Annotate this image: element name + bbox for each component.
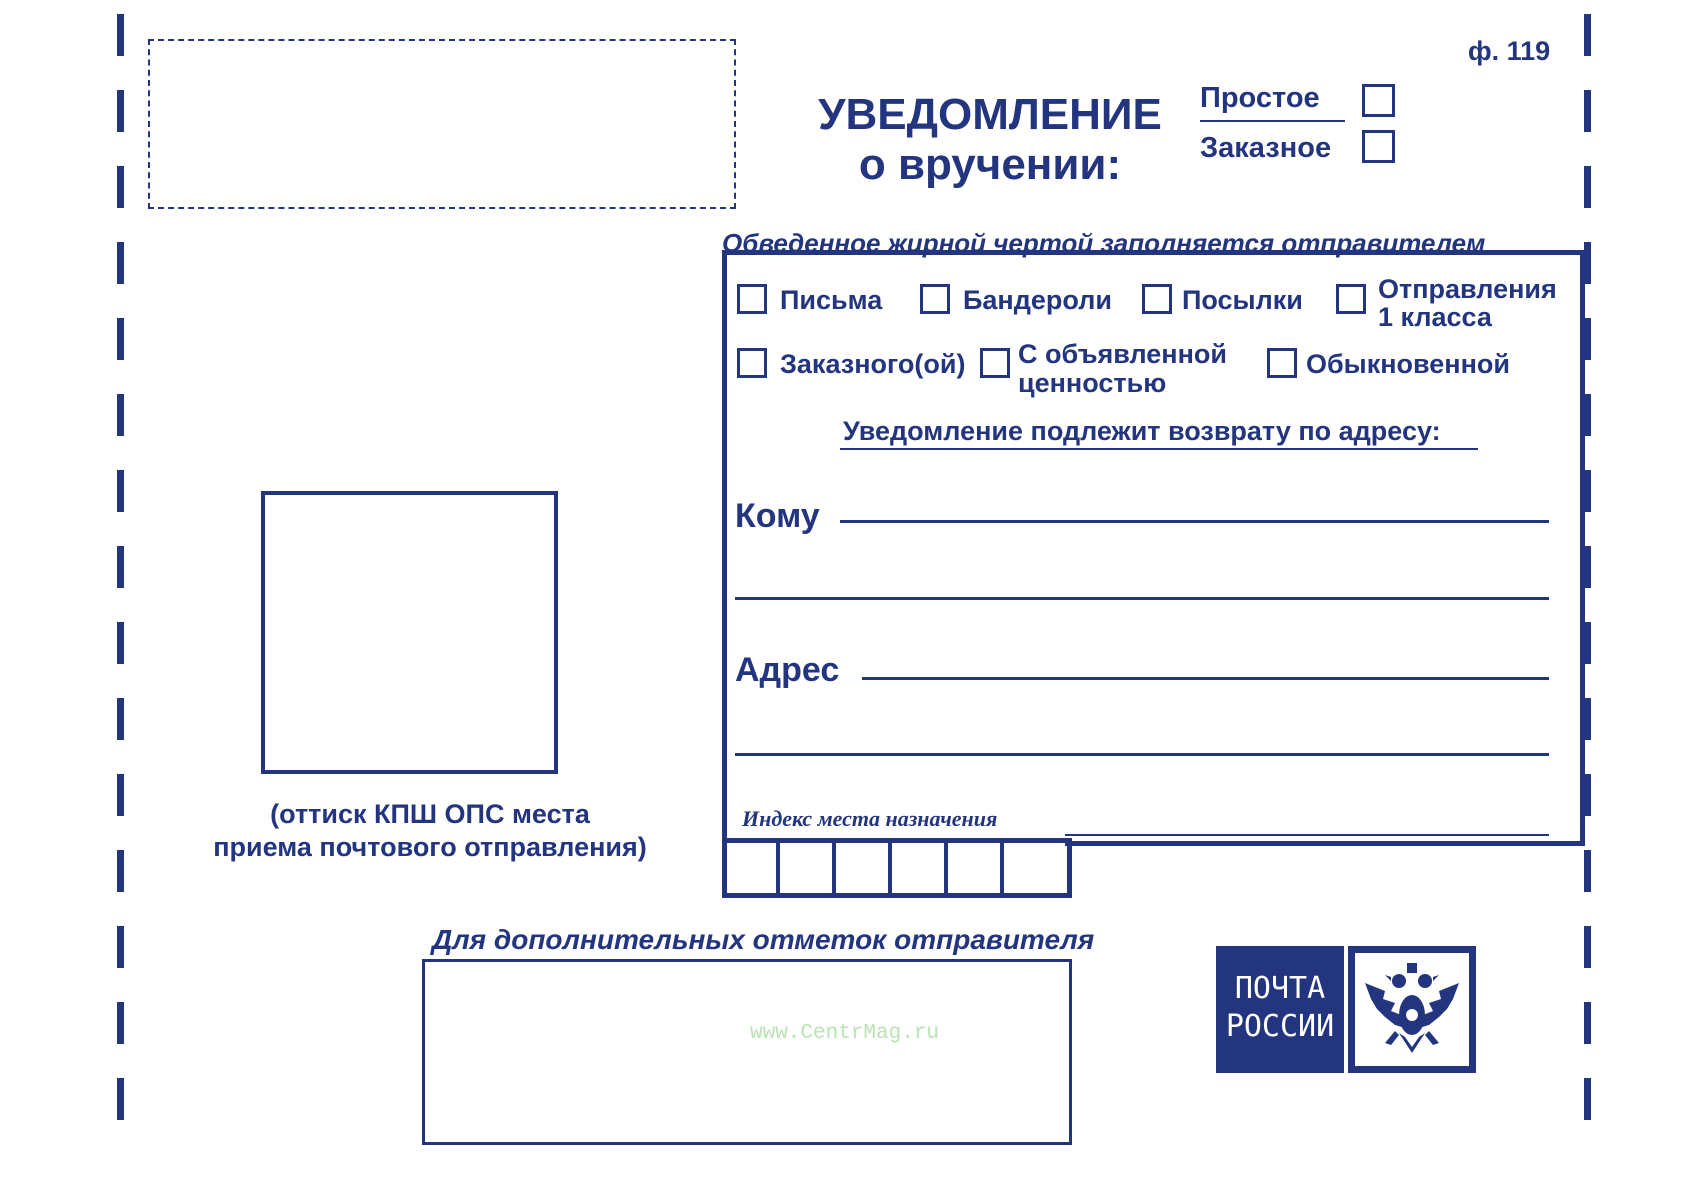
index-cell[interactable] — [897, 843, 948, 893]
extra-notes-box[interactable] — [422, 959, 1072, 1145]
category-declared-checkbox[interactable] — [980, 348, 1010, 378]
sender-instruction: Обведенное жирной чертой заполняется отправителем — [722, 228, 1486, 258]
index-boxes[interactable] — [722, 838, 1072, 898]
postmark-caption-1: (оттиск КПШ ОПС места — [270, 799, 590, 829]
address-line-2[interactable] — [735, 753, 1549, 756]
item-first-class-label-2: 1 класса — [1378, 302, 1492, 332]
item-first-class-label-1: Отправления — [1378, 274, 1557, 304]
postage-area — [148, 39, 736, 209]
extra-notes-label: Для дополнительных отметок отправителя — [432, 924, 1095, 955]
title-line1: УВЕДОМЛЕНИЕ — [818, 90, 1162, 139]
to-line-2[interactable] — [735, 597, 1549, 600]
item-letters-label: Письма — [780, 285, 883, 315]
to-label: Кому — [735, 497, 820, 535]
logo-emblem-inner — [1355, 953, 1469, 1066]
logo-emblem-block — [1348, 946, 1476, 1073]
option-simple-label: Простое — [1200, 82, 1320, 114]
option-simple-underline — [1200, 120, 1345, 122]
address-line-1[interactable] — [862, 677, 1549, 680]
double-headed-eagle-icon — [1355, 953, 1469, 1066]
item-parcels-small-label: Бандероли — [963, 285, 1112, 315]
index-cell[interactable] — [953, 843, 1004, 893]
address-label: Адрес — [735, 651, 840, 689]
category-ordinary-checkbox[interactable] — [1267, 348, 1297, 378]
sender-box-bottom — [1065, 841, 1585, 846]
postmark-box — [261, 491, 558, 774]
option-simple-checkbox[interactable] — [1362, 84, 1395, 117]
right-perforation — [1584, 14, 1591, 1149]
item-first-class-checkbox[interactable] — [1336, 284, 1366, 314]
index-line — [1065, 834, 1549, 836]
form-number: ф. 119 — [1468, 36, 1551, 66]
option-registered-checkbox[interactable] — [1362, 130, 1395, 163]
item-letters-checkbox[interactable] — [737, 284, 767, 314]
category-declared-label-1: С объявленной — [1018, 339, 1228, 369]
option-registered-label: Заказное — [1200, 132, 1332, 164]
category-declared-label-2: ценностью — [1018, 368, 1167, 398]
return-notice-underline — [840, 448, 1478, 450]
item-parcels-checkbox[interactable] — [1142, 284, 1172, 314]
logo-text-block — [1216, 946, 1344, 1073]
category-ordinary-label: Обыкновенной — [1306, 349, 1511, 379]
left-perforation — [117, 14, 124, 1149]
postmark-caption-2: приема почтового отправления) — [213, 832, 647, 862]
category-registered-checkbox[interactable] — [737, 348, 767, 378]
item-parcels-label: Посылки — [1182, 285, 1303, 315]
logo-line1: ПОЧТА — [1234, 971, 1326, 1006]
to-line-1[interactable] — [840, 520, 1549, 523]
item-parcels-small-checkbox[interactable] — [920, 284, 950, 314]
return-notice: Уведомление подлежит возврату по адресу: — [843, 416, 1441, 446]
title-line2: о вручении: — [858, 140, 1122, 189]
category-registered-label: Заказного(ой) — [780, 349, 966, 379]
logo-line2: РОССИИ — [1225, 1009, 1335, 1044]
index-cell[interactable] — [1009, 843, 1060, 893]
index-cell[interactable] — [729, 843, 780, 893]
watermark-text: www.CentrMag.ru — [750, 1022, 940, 1045]
index-cell[interactable] — [785, 843, 836, 893]
index-label: Индекс места назначения — [742, 806, 998, 831]
index-cell[interactable] — [841, 843, 892, 893]
